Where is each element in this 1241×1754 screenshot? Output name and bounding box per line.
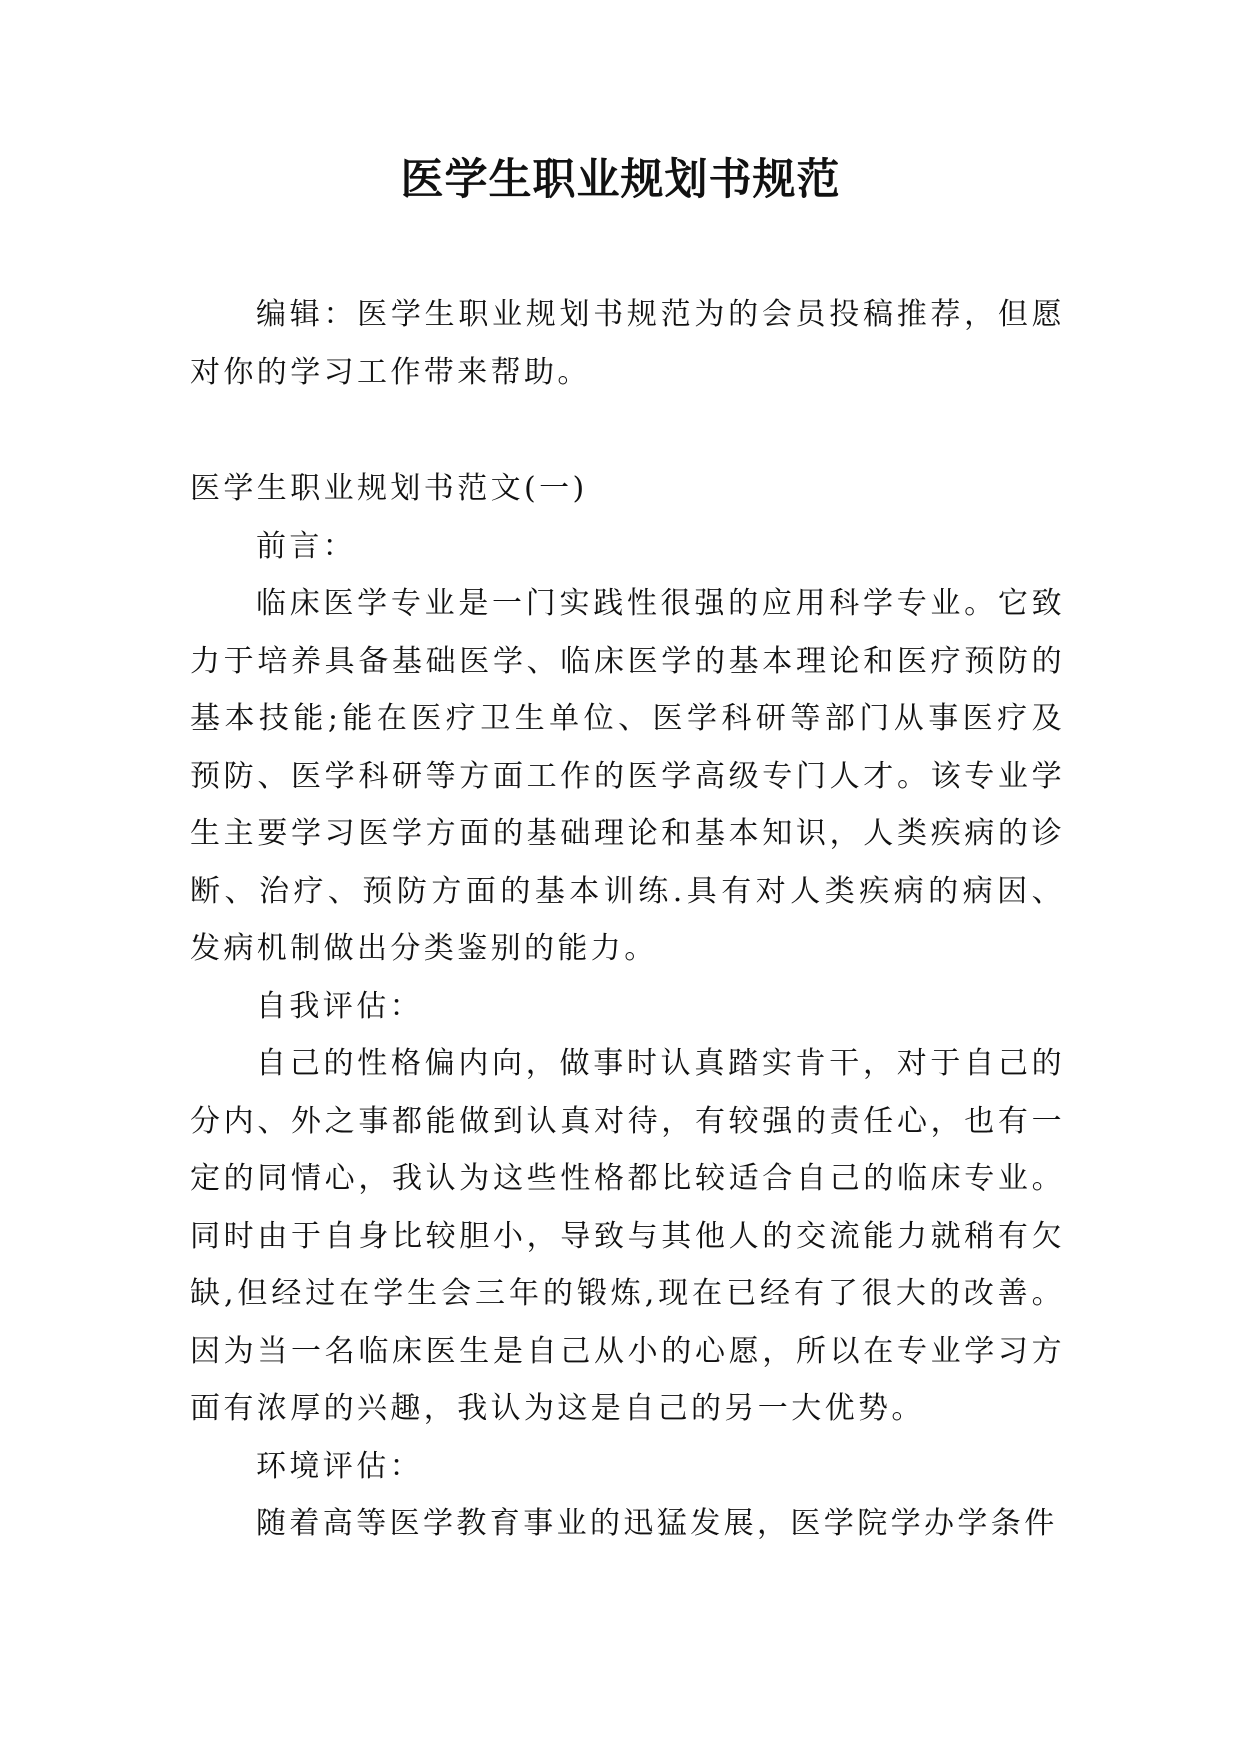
intro-block <box>190 286 1065 401</box>
section-heading: 医学生职业规划书范文(一) <box>190 471 588 506</box>
main-content <box>190 460 1065 1553</box>
self-eval-heading: 自我评估： <box>256 988 423 1024</box>
env-eval-paragraph: 随着高等医学教育事业的迅猛发展，医学院学办学条件 <box>256 1506 1058 1541</box>
env-eval-heading: 环境评估： <box>256 1448 423 1484</box>
document-title: 医学生职业规划书规范 <box>400 155 841 205</box>
preface-heading: 前言： <box>256 528 357 564</box>
intro-paragraph: 编辑：医学生职业规划书规范为的会员投稿推荐，但愿对你的学习工作带来帮助。 <box>190 297 1065 390</box>
preface-paragraph: 临床医学专业是一门实践性很强的应用科学专业。它致力于培养具备基础医学、临床医学的基本理论和医疗预防的基本技能;能在医疗卫生单位、医学科研等部门从事医疗及预防、医学科研等方面工作的医学高级专门人才。该专业学生主要学习医学方面的基础理论和基本知识，人类疾病的诊断、治疗、预防方面的基本训练.具有对人类疾病的病因、发病机制做出分类鉴别的能力。 <box>190 586 1065 966</box>
self-eval-paragraph: 自己的性格偏内向，做事时认真踏实肯干，对于自己的分内、外之事都能做到认真对待，有较强的责任心，也有一定的同情心，我认为这些性格都比较适合自己的临床专业。同时由于自身比较胆小，导致与其他人的交流能力就稍有欠缺,但经过在学生会三年的锻炼,现在已经有了很大的改善。因为当一名临床医生是自己从小的心愿，所以在专业学习方面有浓厚的兴趣，我认为这是自己的另一大优势。 <box>190 1046 1065 1426</box>
